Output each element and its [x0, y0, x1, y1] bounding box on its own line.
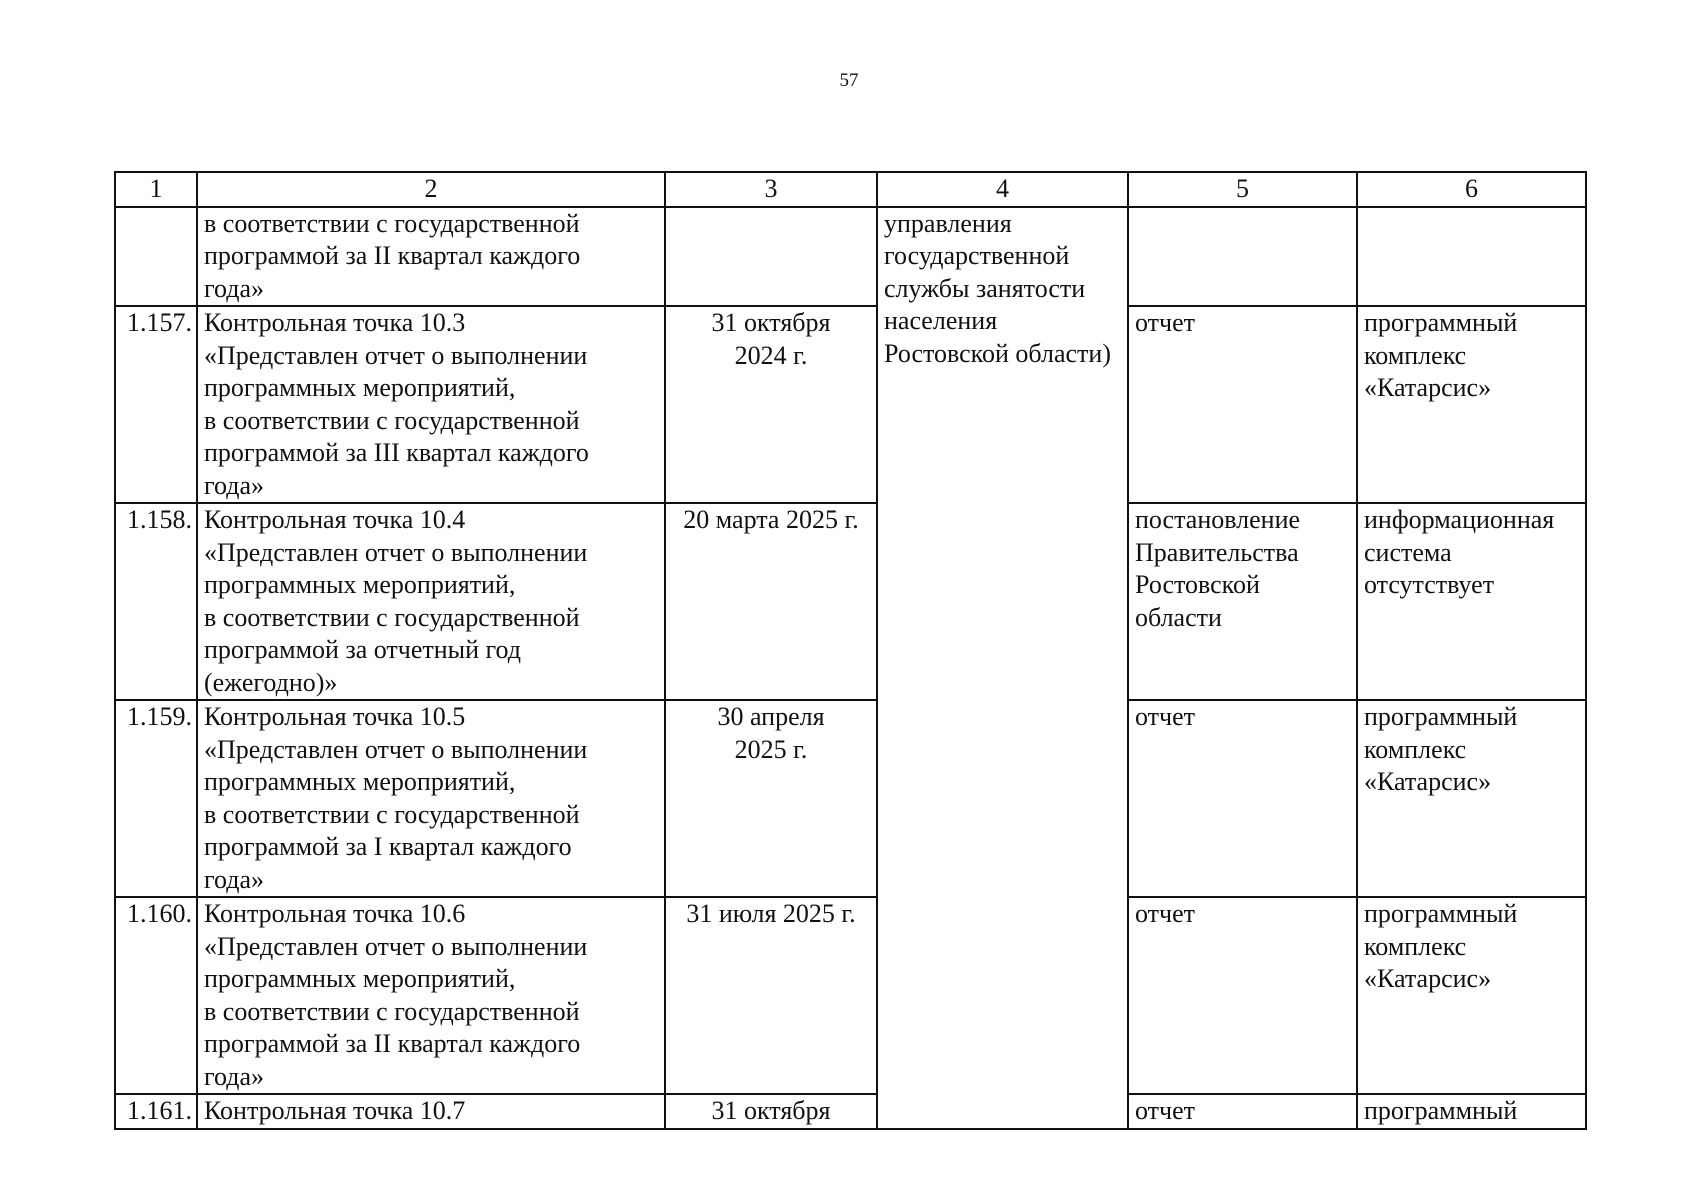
header-col-4: 4 — [877, 172, 1128, 207]
row-system: программный — [1357, 1094, 1586, 1129]
row-document: постановление Правительства Ростовской области — [1128, 503, 1357, 700]
row-system: программный комплекс «Катарсис» — [1357, 700, 1586, 897]
control-points-table — [114, 171, 1587, 1130]
row-system: программный комплекс «Катарсис» — [1357, 306, 1586, 503]
row-date: 31 октября 2024 г. — [665, 306, 877, 503]
row-description: Контрольная точка 10.7 — [197, 1094, 665, 1129]
row-date — [665, 207, 877, 307]
row-description: Контрольная точка 10.6 «Представлен отчет о выполнении программных мероприятий, в соответствии с государственной программой за II квартал каждого года» — [197, 897, 665, 1094]
table-header-row — [115, 172, 1586, 207]
row-number — [115, 207, 197, 307]
row-description: в соответствии с государственной программой за II квартал каждого года» — [197, 207, 665, 307]
table-row — [115, 897, 1586, 1094]
header-col-1: 1 — [115, 172, 197, 207]
row-document: отчет — [1128, 897, 1357, 1094]
header-col-3: 3 — [665, 172, 877, 207]
row-date: 30 апреля 2025 г. — [665, 700, 877, 897]
row-date: 20 марта 2025 г. — [665, 503, 877, 700]
row-description: Контрольная точка 10.5 «Представлен отчет о выполнении программных мероприятий, в соответствии с государственной программой за I квартал каждого года» — [197, 700, 665, 897]
row-number: 1.160. — [115, 897, 197, 1094]
table-row — [115, 207, 1586, 307]
responsible-cell: управления государственной службы занятости населения Ростовской области) — [877, 207, 1128, 1129]
row-date: 31 октября — [665, 1094, 877, 1129]
row-number: 1.159. — [115, 700, 197, 897]
row-description: Контрольная точка 10.3 «Представлен отчет о выполнении программных мероприятий, в соответствии с государственной программой за III квартал каждого года» — [197, 306, 665, 503]
row-document: отчет — [1128, 306, 1357, 503]
row-document: отчет — [1128, 1094, 1357, 1129]
row-system: информационная система отсутствует — [1357, 503, 1586, 700]
table-row — [115, 306, 1586, 503]
row-number: 1.157. — [115, 306, 197, 503]
header-col-5: 5 — [1128, 172, 1357, 207]
table-row — [115, 700, 1586, 897]
row-date: 31 июля 2025 г. — [665, 897, 877, 1094]
row-document — [1128, 207, 1357, 307]
row-system — [1357, 207, 1586, 307]
row-number: 1.161. — [115, 1094, 197, 1129]
table-row — [115, 1094, 1586, 1129]
row-description: Контрольная точка 10.4 «Представлен отчет о выполнении программных мероприятий, в соответствии с государственной программой за отчетный год (ежегодно)» — [197, 503, 665, 700]
row-document: отчет — [1128, 700, 1357, 897]
table-row — [115, 503, 1586, 700]
header-col-2: 2 — [197, 172, 665, 207]
row-number: 1.158. — [115, 503, 197, 700]
header-col-6: 6 — [1357, 172, 1586, 207]
row-system: программный комплекс «Катарсис» — [1357, 897, 1586, 1094]
page-number: 57 — [839, 70, 859, 91]
